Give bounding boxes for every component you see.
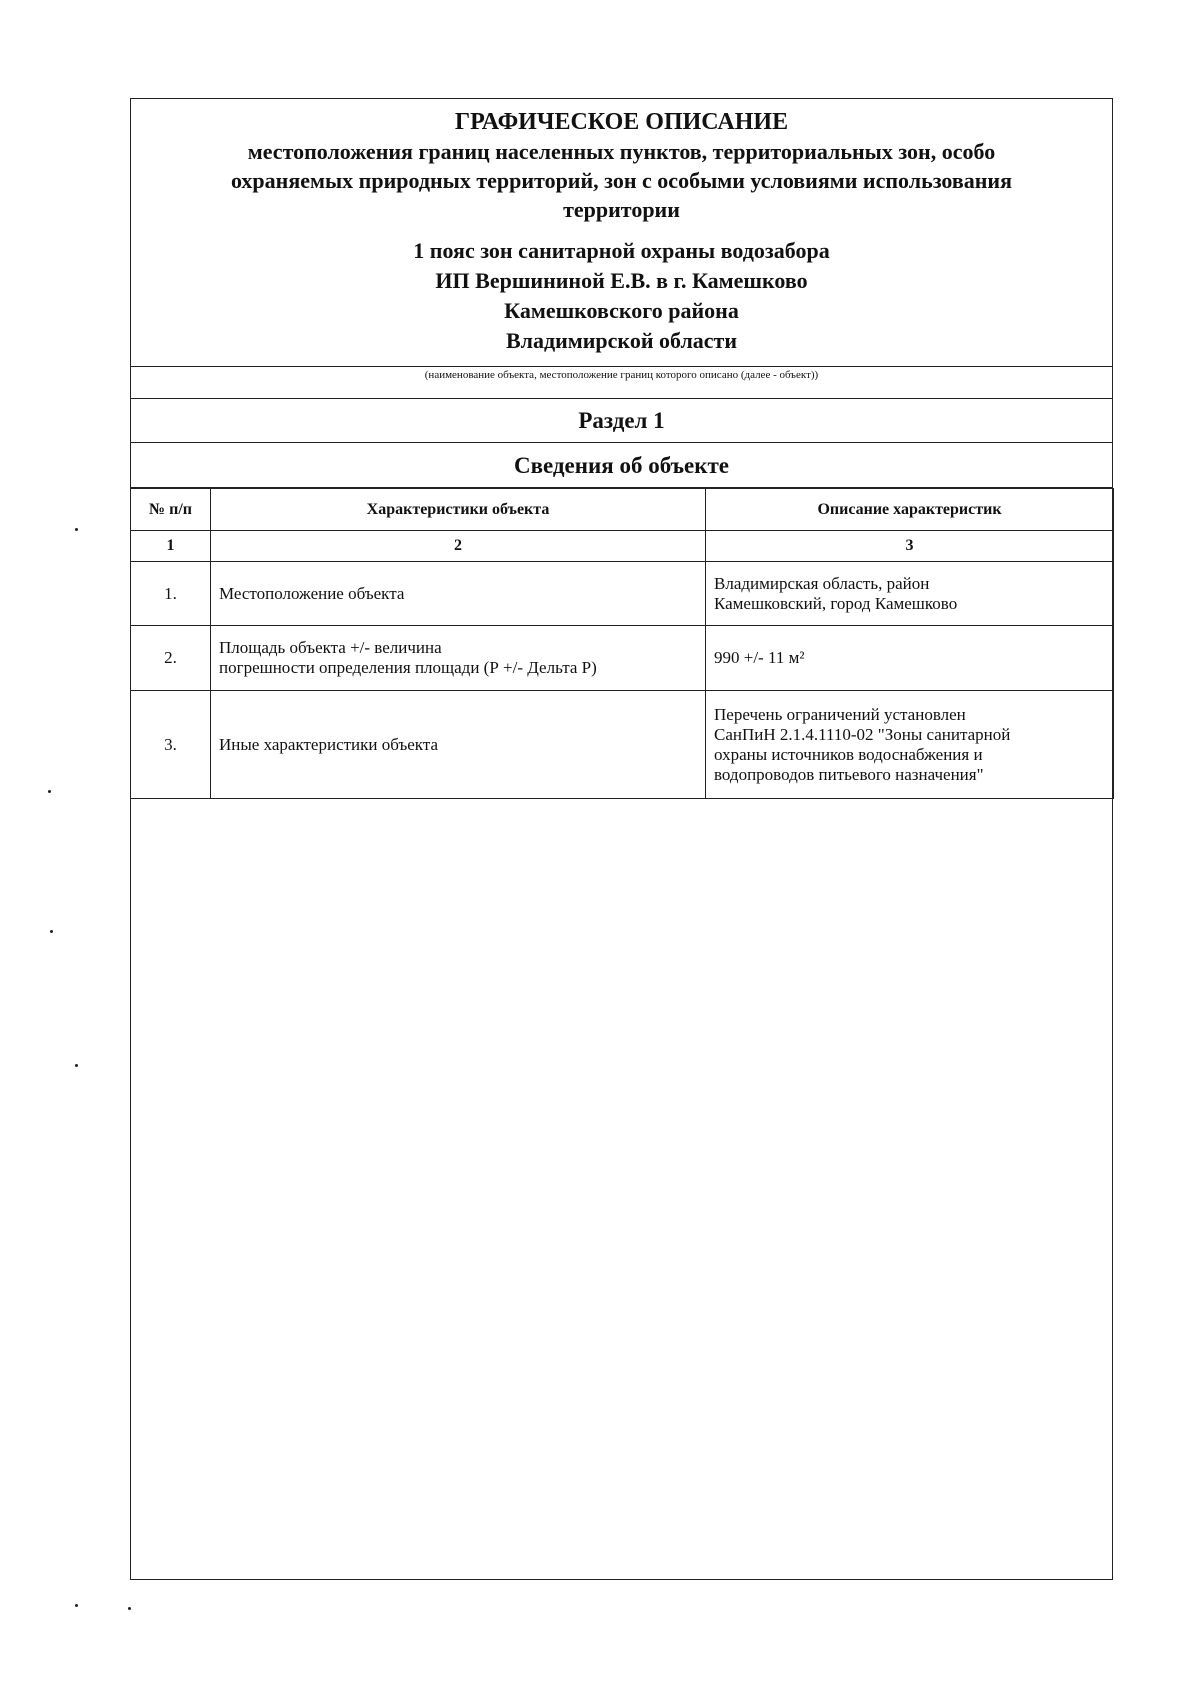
column-number: 1 bbox=[131, 531, 211, 562]
object-name bbox=[131, 236, 1112, 356]
column-number: 3 bbox=[706, 531, 1114, 562]
description-line: СанПиН 2.1.4.1110-02 "Зоны санитарной bbox=[714, 724, 1011, 744]
scan-speck bbox=[75, 1064, 78, 1067]
scan-speck bbox=[50, 930, 53, 933]
document-frame bbox=[130, 98, 1113, 1580]
row-description bbox=[706, 626, 1114, 691]
subtitle-line: местоположения границ населенных пунктов, территориальных зон, особо bbox=[247, 139, 996, 164]
characteristic-line: Площадь объекта +/- величина bbox=[219, 638, 442, 657]
document-subtitle bbox=[131, 137, 1112, 224]
row-characteristic bbox=[211, 562, 706, 626]
object-properties-table bbox=[130, 488, 1114, 799]
caption-text: (наименование объекта, местоположение границ которого описано (далее - объект)) bbox=[424, 369, 819, 381]
table-row bbox=[131, 691, 1114, 799]
section-title: Раздел 1 bbox=[131, 399, 1112, 443]
description-line: охраны источников водоснабжения и bbox=[714, 744, 983, 764]
table-header-row bbox=[131, 489, 1114, 531]
characteristic-line: Местоположение объекта bbox=[219, 583, 405, 603]
characteristic-line: Иные характеристики объекта bbox=[219, 734, 439, 754]
row-number: 2. bbox=[131, 626, 211, 691]
row-characteristic bbox=[211, 691, 706, 799]
scan-speck bbox=[128, 1607, 131, 1610]
header-number: № п/п bbox=[131, 489, 211, 531]
header-characteristic: Характеристики объекта bbox=[211, 489, 706, 531]
object-name-line: Владимирской области bbox=[505, 328, 738, 353]
scan-speck bbox=[75, 528, 78, 531]
description-line: Перечень ограничений установлен bbox=[714, 704, 966, 724]
description-line: водопроводов питьевого назначения" bbox=[714, 764, 984, 784]
object-caption bbox=[131, 366, 1112, 399]
object-name-line: ИП Вершининой Е.В. в г. Камешково bbox=[435, 268, 808, 293]
description-line: Камешковский, город Камешково bbox=[714, 593, 958, 613]
row-number: 1. bbox=[131, 562, 211, 626]
row-description bbox=[706, 691, 1114, 799]
row-description bbox=[706, 562, 1114, 626]
table-row bbox=[131, 562, 1114, 626]
description-line: Владимирская область, район bbox=[714, 573, 930, 593]
section-subtitle: Сведения об объекте bbox=[131, 443, 1112, 488]
characteristic-line: погрешности определения площади (Р +/- Дельта Р) bbox=[219, 658, 597, 677]
document-title: ГРАФИЧЕСКОЕ ОПИСАНИЕ bbox=[454, 109, 789, 135]
object-name-line: 1 пояс зон санитарной охраны водозабора bbox=[413, 238, 830, 263]
row-number: 3. bbox=[131, 691, 211, 799]
row-characteristic bbox=[211, 626, 706, 691]
table-row bbox=[131, 626, 1114, 691]
header-description: Описание характеристик bbox=[706, 489, 1114, 531]
object-name-line: Камешковского района bbox=[504, 298, 739, 323]
document-header bbox=[131, 99, 1112, 366]
subtitle-line: охраняемых природных территорий, зон с особыми условиями использования bbox=[230, 168, 1013, 193]
scan-speck bbox=[48, 790, 51, 793]
column-number: 2 bbox=[211, 531, 706, 562]
scan-speck bbox=[75, 1604, 78, 1607]
column-number-row bbox=[131, 531, 1114, 562]
subtitle-line: территории bbox=[563, 197, 680, 222]
description-line: 990 +/- 11 м² bbox=[714, 648, 805, 667]
